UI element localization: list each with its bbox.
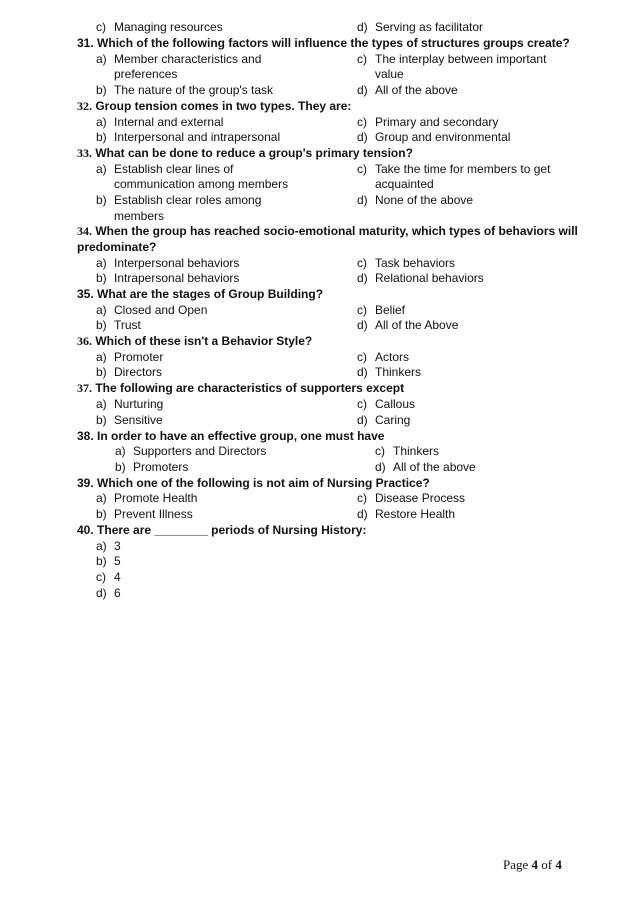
option-32a: a) Internal and external (96, 115, 224, 129)
option-37a: a) Nurturing (96, 397, 164, 411)
option-36d: d) Thinkers (357, 365, 422, 379)
option-39a: a) Promote Health (96, 491, 198, 505)
option-34d: d) Relational behaviors (357, 271, 484, 285)
option-35c: c) Belief (357, 303, 406, 317)
question-34-cont: predominate? (77, 240, 157, 254)
option-34c: c) Task behaviors (357, 256, 456, 270)
option-32b: b) Interpersonal and intrapersonal (96, 130, 281, 144)
option-31b: b) The nature of the group's task (96, 83, 274, 97)
option-37c: c) Callous (357, 397, 416, 411)
option-34a: a) Interpersonal behaviors (96, 256, 240, 270)
option-30c: c) Managing resources (96, 20, 223, 34)
option-33a-cont: communication among members (114, 177, 289, 191)
option-40b: b) 5 (96, 554, 121, 568)
option-37d: d) Caring (357, 413, 411, 427)
question-33: 33. What can be done to reduce a group's primary tension? (77, 146, 413, 160)
page-total: 4 (555, 857, 562, 872)
option-35b: b) Trust (96, 318, 141, 332)
option-39b: b) Prevent Illness (96, 507, 193, 521)
option-33b-cont: members (114, 209, 165, 223)
option-40a: a) 3 (96, 539, 121, 553)
option-38b: b) Promoters (115, 460, 189, 474)
page-label: Page (503, 857, 529, 872)
option-35a: a) Closed and Open (96, 303, 208, 317)
option-39c: c) Disease Process (357, 491, 466, 505)
option-33c: c) Take the time for members to get (357, 162, 551, 176)
option-31d: d) All of the above (357, 83, 458, 97)
option-31a: a) Member characteristics and (96, 52, 262, 66)
option-33c-cont: acquainted (375, 177, 434, 191)
option-33a: a) Establish clear lines of (96, 162, 234, 176)
question-34: 34. When the group has reached socio-emotional maturity, which types of behaviors will (77, 224, 578, 238)
option-36b: b) Directors (96, 365, 163, 379)
question-39: 39. Which one of the following is not aim of Nursing Practice? (77, 476, 430, 490)
option-38a: a) Supporters and Directors (115, 444, 267, 458)
option-34b: b) Intrapersonal behaviors (96, 271, 240, 285)
option-39d: d) Restore Health (357, 507, 456, 521)
question-32: 32. Group tension comes in two types. They are: (77, 99, 352, 113)
option-32c: c) Primary and secondary (357, 115, 499, 129)
page-number: 4 (531, 857, 539, 872)
option-33d: d) None of the above (357, 193, 474, 207)
option-31c: c) The interplay between important (357, 52, 547, 66)
option-31a-cont: preferences (114, 67, 178, 81)
page-footer (503, 857, 562, 873)
question-36: 36. Which of these isn't a Behavior Style? (77, 334, 313, 348)
option-40c: c) 4 (96, 570, 121, 584)
question-40: 40. There are ________ periods of Nursing History: (77, 523, 367, 537)
option-40d: d) 6 (96, 586, 121, 600)
of-label: of (541, 857, 553, 872)
option-35d: d) All of the Above (357, 318, 459, 332)
option-36c: c) Actors (357, 350, 410, 364)
option-36a: a) Promoter (96, 350, 164, 364)
question-31: 31. Which of the following factors will influence the types of structures groups create? (77, 36, 570, 50)
question-38: 38. In order to have an effective group, one must have (77, 429, 385, 443)
option-33b: b) Establish clear roles among (96, 193, 262, 207)
option-38d: d) All of the above (375, 460, 476, 474)
option-30d: d) Serving as facilitator (357, 20, 484, 34)
option-31c-cont: value (375, 67, 404, 81)
option-38c: c) Thinkers (375, 444, 440, 458)
question-37: 37. The following are characteristics of supporters except (77, 381, 405, 395)
option-32d: d) Group and environmental (357, 130, 511, 144)
question-35: 35. What are the stages of Group Building? (77, 287, 324, 301)
option-37b: b) Sensitive (96, 413, 163, 427)
